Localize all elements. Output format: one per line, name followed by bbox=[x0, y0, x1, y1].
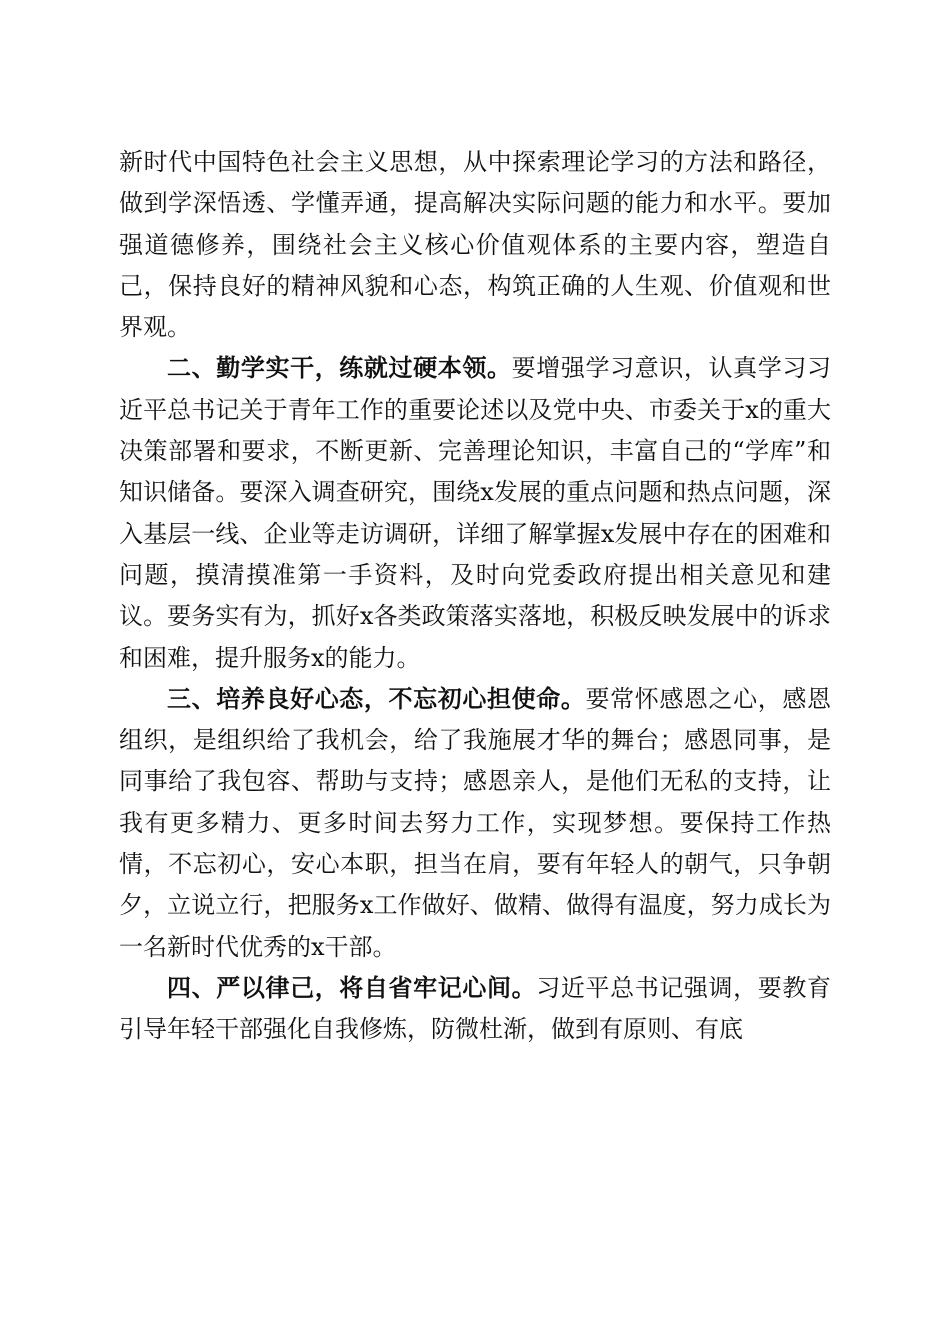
section-heading: 三、培养良好心态，不忘初心担使命。 bbox=[167, 684, 586, 713]
paragraph-section-2 bbox=[119, 348, 831, 678]
section-heading: 二、勤学实干，练就过硬本领。 bbox=[167, 354, 512, 383]
paragraph-body: 新时代中国特色社会主义思想，从中探索理论学习的方法和路径，做到学深悟透、学懂弄通，提高解决实际问题的能力和水平。要加强道德修养，围绕社会主义核心价值观体系的主要内容，塑造自己，保持良好的精神风貌和心态，构筑正确的人生观、价值观和世界观。 bbox=[119, 148, 831, 342]
section-heading: 四、严以律己，将自省牢记心间。 bbox=[167, 973, 537, 1002]
paragraph-body: 要常怀感恩之心，感恩组织，是组织给了我机会，给了我施展才华的舞台；感恩同事，是同事给了我包容、帮助与支持；感恩亲人，是他们无私的支持，让我有更多精力、更多时间去努力工作，实现梦想。要保持工作热情，不忘初心，安心本职，担当在肩，要有年轻人的朝气，只争朝夕，立说立行，把服务x工作做好、做精、做得有温度，努力成长为一名新时代优秀的x干部。 bbox=[119, 684, 832, 961]
document-body bbox=[119, 142, 831, 1051]
paragraph-body: 要增强学习意识，认真学习习近平总书记关于青年工作的重要论述以及党中央、市委关于x的重大决策部署和要求，不断更新、完善理论知识，丰富自己的“学库”和知识储备。要深入调查研究，围绕x发展的重点问题和热点问题，深入基层一线、企业等走访调研，详细了解掌握x发展中存在的困难和问题，摸清摸准第一手资料，及时向党委政府提出相关意见和建议。要务实有为，抓好x各类政策落实落地，积极反映发展中的诉求和困难，提升服务x的能力。 bbox=[119, 354, 832, 672]
paragraph-continuation bbox=[119, 142, 831, 348]
paragraph-body: 习近平总书记强调，要教育引导年轻干部强化自我修炼，防微杜渐，做到有原则、有底 bbox=[119, 973, 832, 1044]
paragraph-section-4 bbox=[119, 968, 831, 1051]
paragraph-section-3 bbox=[119, 679, 831, 968]
